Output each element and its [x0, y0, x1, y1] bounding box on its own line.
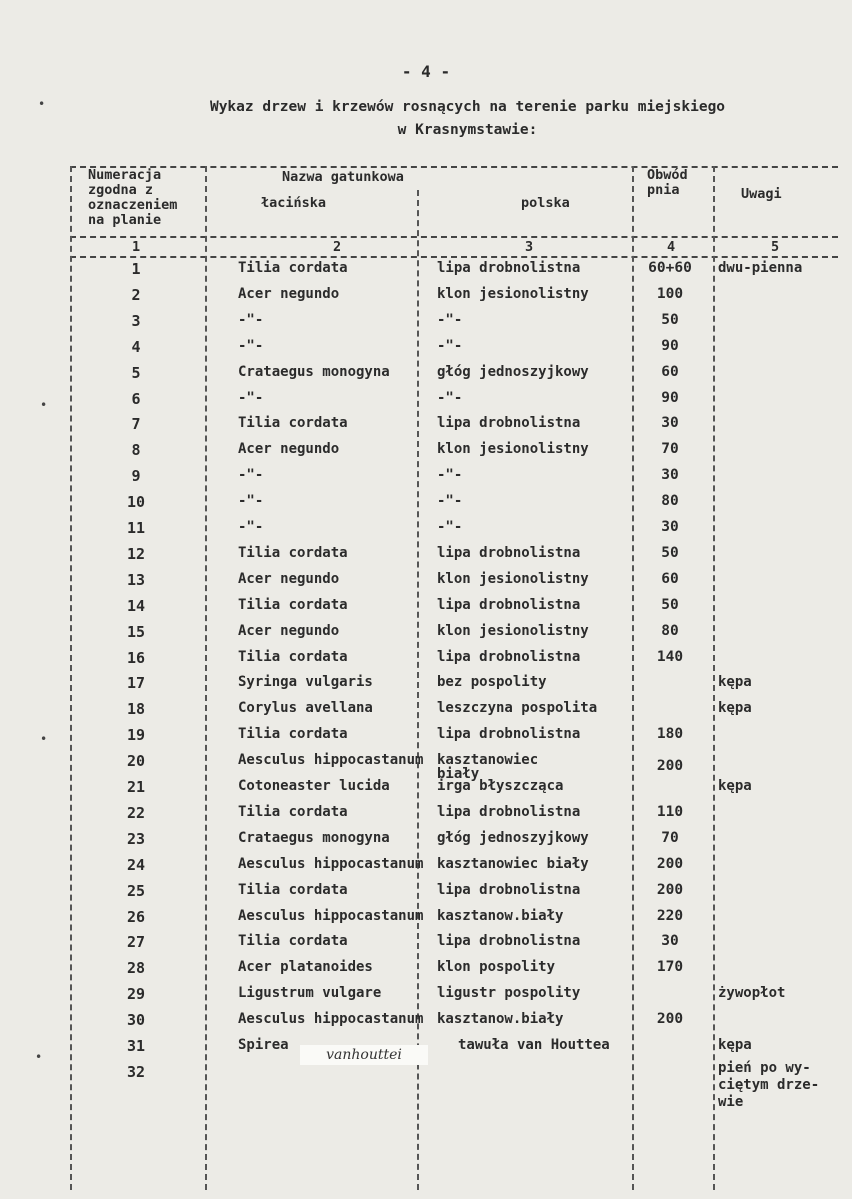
row-number: 8	[131, 441, 141, 460]
polish-name: bez pospolity	[437, 674, 547, 691]
trunk-circumference: 200	[656, 881, 684, 898]
column-number-rule	[70, 256, 838, 258]
latin-name: Tilia cordata	[238, 260, 348, 276]
latin-name: Crataegus monogyna	[238, 829, 390, 846]
polish-name: lipa drobnolistna	[437, 544, 581, 561]
polish-name: -"-	[437, 311, 463, 328]
margin-mark: •	[35, 1050, 43, 1064]
latin-name: Tilia cordata	[238, 415, 348, 432]
row-number: 7	[131, 415, 141, 434]
document-title: Wykaz drzew i krzewów rosnących na terenie parku miejskiego	[209, 99, 726, 115]
polish-name: klon jesionolistny	[437, 285, 589, 302]
latin-name: -"-	[238, 389, 264, 406]
latin-name: Crataegus monogyna	[238, 363, 390, 380]
column-number-2: 2	[333, 239, 342, 255]
trunk-circumference: 50	[661, 596, 679, 613]
header-numbering	[88, 168, 177, 228]
trunk-circumference: 50	[661, 311, 679, 328]
row-number: 18	[126, 700, 146, 719]
polish-name: lipa drobnolistna	[437, 803, 581, 820]
trunk-circumference: 220	[656, 907, 684, 924]
polish-name: kasztanow.biały	[437, 1011, 564, 1028]
row-note: dwu-pienna	[718, 260, 803, 276]
latin-name: Acer negundo	[238, 622, 340, 639]
polish-name: lipa drobnolistna	[437, 648, 581, 665]
latin-name: -"-	[238, 519, 264, 535]
polish-name: -"-	[437, 467, 463, 484]
trunk-circumference: 50	[661, 544, 679, 561]
polish-name: kasztanowiec biały	[437, 855, 589, 872]
margin-mark: •	[38, 97, 46, 111]
polish-name: głóg jednoszyjkowy	[437, 829, 589, 846]
polish-name: lipa drobnolistna	[437, 415, 581, 432]
handwritten-insertion: vanhouttei	[300, 1045, 428, 1065]
latin-name: Syringa vulgaris	[238, 674, 373, 691]
row-number: 19	[126, 726, 146, 745]
margin-mark: •	[40, 732, 48, 746]
header-circumference	[647, 168, 688, 198]
trunk-circumference: 110	[656, 803, 684, 820]
row-number: 16	[126, 648, 146, 667]
polish-name-continued: biały	[437, 766, 480, 783]
row-number: 20	[126, 752, 146, 771]
latin-name: Tilia cordata	[238, 726, 348, 743]
row-number: 6	[131, 389, 141, 408]
trunk-circumference: 90	[661, 389, 679, 406]
latin-name: Aesculus hippocastanum	[238, 907, 424, 924]
latin-name: Aesculus hippocastanum	[238, 752, 424, 769]
row-number: 24	[126, 855, 146, 874]
header-numbering-line: na planie	[88, 212, 162, 228]
latin-name: Tilia cordata	[238, 648, 348, 665]
polish-name: ligustr pospolity	[437, 985, 581, 1002]
table-top-rule	[70, 166, 838, 168]
row-number: 29	[126, 985, 146, 1004]
row-number: 27	[126, 933, 146, 952]
row-number: 25	[126, 881, 146, 900]
row-number: 3	[131, 311, 141, 330]
row-number: 22	[126, 803, 146, 822]
column-divider-1	[205, 166, 207, 1190]
trunk-circumference: 200	[656, 1011, 684, 1028]
latin-name: Acer platanoides	[238, 959, 373, 976]
polish-name: tawuła van Houttea	[458, 1037, 610, 1053]
row-number: 32	[126, 1062, 146, 1081]
trunk-circumference: 30	[661, 415, 679, 432]
row-note-line: pień po wy-	[718, 1059, 811, 1076]
polish-name: irga błyszcząca	[437, 778, 564, 794]
row-number: 28	[126, 959, 146, 978]
header-numbering-line: oznaczeniem	[88, 197, 178, 213]
latin-name: Ligustrum vulgare	[238, 985, 382, 1002]
trunk-circumference: 70	[661, 829, 679, 846]
column-number-3: 3	[525, 239, 534, 255]
polish-name: lipa drobnolistna	[437, 260, 581, 276]
row-number: 17	[126, 674, 146, 693]
row-number: 10	[126, 493, 146, 512]
latin-name: Spirea	[238, 1037, 289, 1053]
latin-name: Cotoneaster lucida	[238, 778, 390, 794]
latin-name: Acer negundo	[238, 570, 340, 587]
trunk-circumference: 200	[656, 758, 684, 775]
row-note: kępa	[718, 778, 752, 794]
row-number: 31	[126, 1037, 146, 1055]
trunk-circumference: 100	[656, 285, 684, 302]
header-polish: polska	[521, 195, 570, 211]
latin-name: Acer negundo	[238, 285, 340, 302]
row-number: 26	[126, 907, 146, 926]
row-number: 13	[126, 570, 146, 589]
column-divider-4	[713, 166, 715, 1190]
polish-name: klon jesionolistny	[437, 441, 589, 458]
table-left-border	[70, 166, 72, 1190]
column-divider-3	[632, 166, 634, 1190]
latin-name: Aesculus hippocastanum	[238, 1011, 424, 1028]
latin-name: Acer negundo	[238, 441, 340, 458]
trunk-circumference: 140	[656, 648, 684, 665]
column-number-1: 1	[132, 239, 141, 255]
row-number: 23	[126, 829, 146, 848]
latin-name: -"-	[238, 311, 264, 328]
header-numbering-line: Numeracja	[88, 167, 162, 183]
row-number: 30	[126, 1011, 146, 1030]
latin-name: -"-	[238, 467, 264, 484]
trunk-circumference: 60	[661, 570, 679, 587]
row-number: 1	[131, 260, 141, 278]
polish-name: -"-	[437, 389, 463, 406]
polish-name: głóg jednoszyjkowy	[437, 363, 589, 380]
row-note: kępa	[718, 674, 752, 691]
trunk-circumference: 30	[661, 467, 679, 484]
document-title-line2: w Krasnymstawie:	[397, 122, 538, 138]
row-number: 12	[126, 544, 146, 563]
trunk-circumference: 170	[656, 959, 684, 976]
header-rule	[70, 236, 838, 238]
trunk-circumference: 90	[661, 337, 679, 354]
header-numbering-line: zgodna z	[88, 182, 154, 198]
latin-name: -"-	[238, 493, 264, 510]
trunk-circumference: 60	[661, 363, 679, 380]
latin-name: Tilia cordata	[238, 803, 348, 820]
column-divider-2	[417, 190, 419, 1190]
margin-mark: •	[40, 398, 48, 412]
row-note-line: ciętym drze-	[718, 1076, 820, 1093]
row-note-line: wie	[718, 1093, 744, 1110]
latin-name: Tilia cordata	[238, 544, 348, 561]
polish-name: klon jesionolistny	[437, 570, 589, 587]
row-number: 21	[126, 778, 146, 796]
polish-name: lipa drobnolistna	[437, 933, 581, 950]
polish-name: -"-	[437, 337, 463, 354]
polish-name: lipa drobnolistna	[437, 596, 581, 613]
polish-name: lipa drobnolistna	[437, 881, 581, 898]
row-note: kępa	[718, 700, 752, 717]
row-note: kępa	[718, 1037, 752, 1053]
header-notes: Uwagi	[741, 186, 782, 202]
header-latin: łacińska	[261, 195, 327, 211]
column-number-4: 4	[667, 239, 676, 255]
header-circ-line: Obwód	[647, 167, 688, 183]
row-number: 4	[131, 337, 141, 356]
polish-name: lipa drobnolistna	[437, 726, 581, 743]
trunk-circumference: 60+60	[648, 260, 692, 276]
row-number: 2	[131, 285, 141, 304]
row-number: 5	[131, 363, 141, 382]
trunk-circumference: 200	[656, 855, 684, 872]
row-number: 11	[126, 519, 146, 537]
trunk-circumference: 70	[661, 441, 679, 458]
column-number-5: 5	[771, 239, 780, 255]
header-species-name: Nazwa gatunkowa	[282, 169, 404, 185]
latin-name: -"-	[238, 337, 264, 354]
latin-name: Tilia cordata	[238, 881, 348, 898]
polish-name: leszczyna pospolita	[437, 700, 598, 717]
page-number: - 4 -	[401, 62, 451, 81]
trunk-circumference: 30	[661, 933, 679, 950]
polish-name: kasztanowiec	[437, 752, 539, 769]
row-note: żywopłot	[718, 985, 786, 1002]
latin-name: Tilia cordata	[238, 596, 348, 613]
polish-name: -"-	[437, 493, 463, 510]
row-number: 14	[126, 596, 146, 615]
polish-name: klon jesionolistny	[437, 622, 589, 639]
header-circ-line: pnia	[647, 182, 680, 198]
polish-name: kasztanow.biały	[437, 907, 564, 924]
trunk-circumference: 180	[656, 726, 684, 743]
row-number: 9	[131, 467, 141, 486]
latin-name: Corylus avellana	[238, 700, 373, 717]
latin-name: Tilia cordata	[238, 933, 348, 950]
trunk-circumference: 80	[661, 493, 679, 510]
row-number: 15	[126, 622, 146, 641]
latin-name: Aesculus hippocastanum	[238, 855, 424, 872]
polish-name: -"-	[437, 519, 463, 535]
polish-name: klon pospolity	[437, 959, 556, 976]
trunk-circumference: 30	[661, 519, 679, 535]
trunk-circumference: 80	[661, 622, 679, 639]
